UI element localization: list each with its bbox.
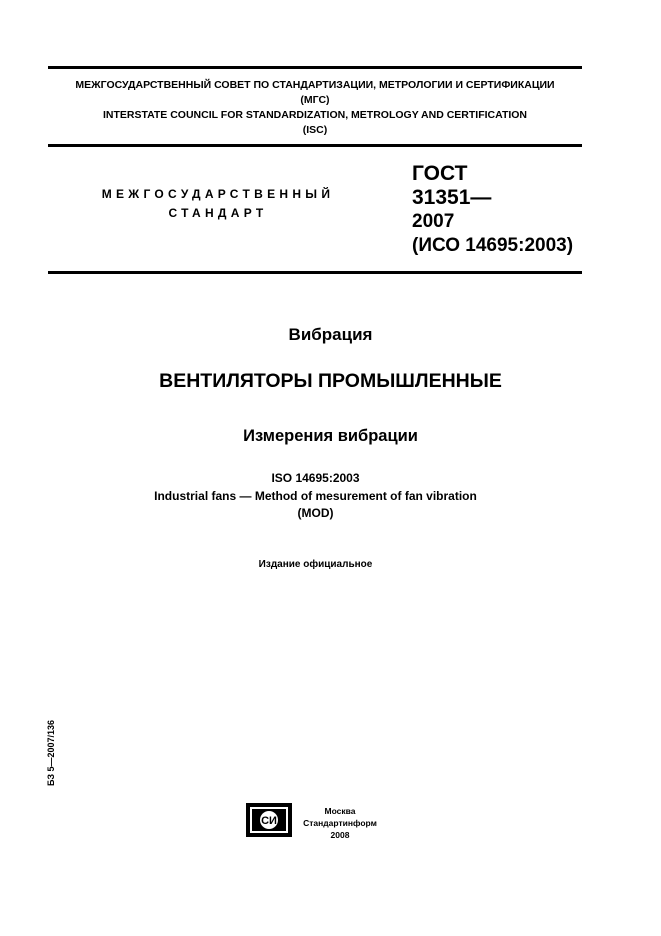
bottom-rule [48,271,582,274]
standard-type [74,185,362,223]
side-code: БЗ 5—2007/136 [46,719,56,786]
title-group: Вибрация [288,325,373,344]
logo-text: СИ [261,815,277,827]
top-rule [48,66,582,69]
standard-type-line1: МЕЖГОСУДАРСТВЕННЫЙ [101,187,335,201]
middle-rule [48,144,582,147]
iso-code: ISO 14695:2003 [271,471,360,485]
designation-number: 31351— [412,186,492,209]
standartinform-logo-icon [246,803,292,837]
iso-reference [0,470,631,523]
standard-designation [412,162,573,258]
standard-type-line2: СТАНДАРТ [168,206,268,220]
publisher-name: Стандартинформ [303,818,377,828]
council-header [48,78,582,138]
designation-prefix: ГОСТ [412,162,468,185]
publisher-year: 2008 [330,830,350,840]
council-name-en: INTERSTATE COUNCIL FOR STANDARDIZATION, METROLOGY AND CERTIFICATION [102,109,528,121]
iso-mod: (MOD) [297,506,334,520]
council-name-ru: МЕЖГОСУДАРСТВЕННЫЙ СОВЕТ ПО СТАНДАРТИЗАЦИИ, МЕТРОЛОГИИ И СЕРТИФИКАЦИИ [75,79,555,91]
designation-year: 2007 [412,211,455,232]
edition-label: Издание официальное [258,559,373,570]
publisher-city: Москва [324,806,356,816]
council-abbr-en: (ISC) [302,124,328,136]
designation-iso-ref: (ИСО 14695:2003) [412,235,574,256]
title-main: ВЕНТИЛЯТОРЫ ПРОМЫШЛЕННЫЕ [159,370,502,392]
iso-title-en: Industrial fans — Method of mesurement of fan vibration [154,488,477,503]
publisher-block [294,805,386,841]
title-sub: Измерения вибрации [243,427,418,445]
council-abbr-ru: (МГС) [300,94,330,106]
